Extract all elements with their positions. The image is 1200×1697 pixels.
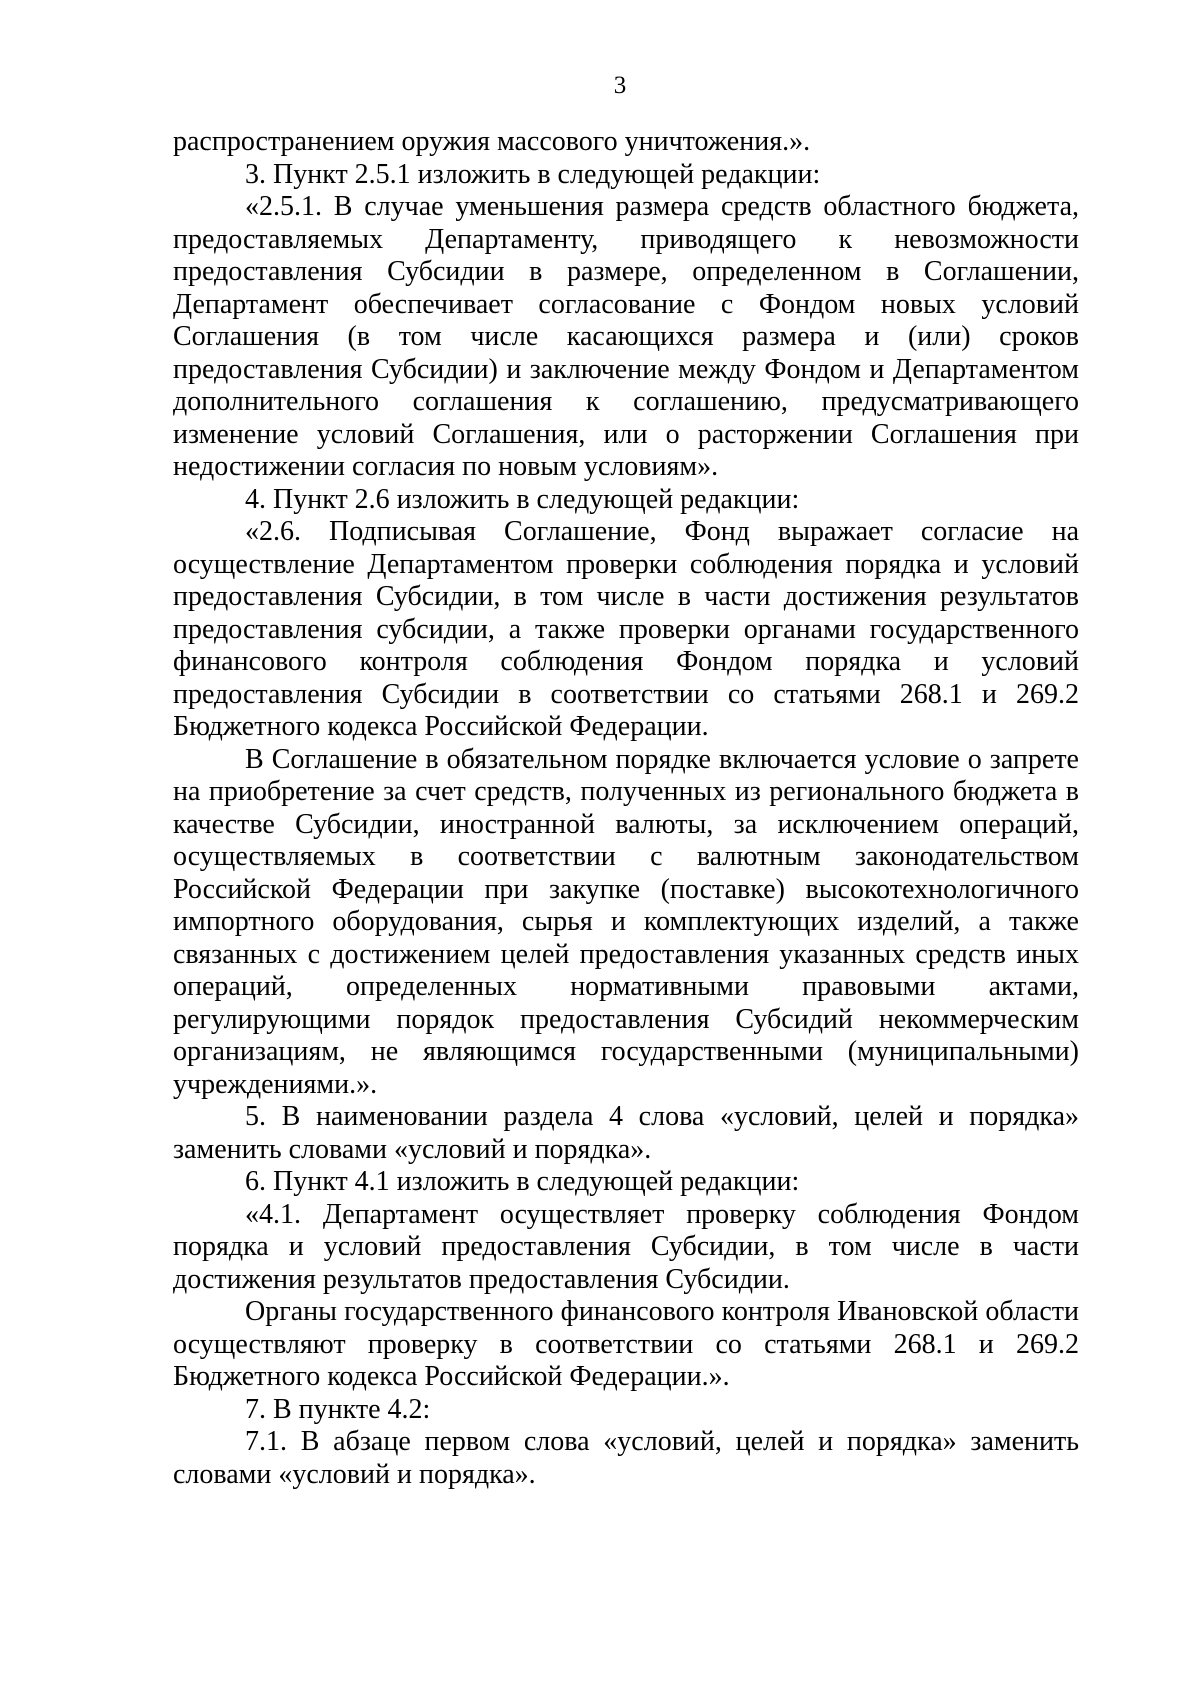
paragraph-item-5: 5. В наименовании раздела 4 слова «условий, целей и порядка» заменить словами «условий и порядка». bbox=[173, 1101, 1079, 1165]
page-number: 3 bbox=[613, 72, 627, 99]
paragraph-item-4: 4. Пункт 2.6 изложить в следующей редакции: bbox=[245, 483, 800, 515]
paragraph-item-6: 6. Пункт 4.1 изложить в следующей редакции: bbox=[245, 1166, 800, 1197]
paragraph-4-1-text: «4.1. Департамент осуществляет проверку соблюдения Фондом порядка и условий предоставления Субсидии, в том числе в части достижения результатов предоставления Субсидии. bbox=[173, 1198, 1079, 1295]
document-body bbox=[173, 126, 1079, 1491]
paragraph-item-3: 3. Пункт 2.5.1 изложить в следующей редакции: bbox=[245, 158, 821, 190]
paragraph-2-5-1-text: «2.5.1. В случае уменьшения размера средств областного бюджета, предоставляемых Департаменту, приводящего к невозможности предоставления Субсидии в размере, определенном в Соглашении, Департамент обеспечивает согласование с Фондом новых условий Соглашения (в том числе касающихся размера и (или) сроков предоставления Субсидии) и заключение между Фондом и Департаментом дополнительного соглашения к соглашению, предусматривающего изменение условий Соглашения, или о расторжении Соглашения при недостижении согласия по новым условиям». bbox=[173, 191, 1079, 482]
paragraph-currency-prohibition: В Соглашение в обязательном порядке включается условие о запрете на приобретение за счет средств, полученных из регионального бюджета в качестве Субсидии, иностранной валюты, за исключением операций, осуществляемых в соответствии с валютным законодательством Российской Федерации при закупке (поставке) высокотехнологичного импортного оборудования, сырья и комплектующих изделий, а также связанных с достижением целей предоставления указанных средств иных операций, определенных нормативными правовыми актами, регулирующими порядок предоставления Субсидий некоммерческим организациям, не являющимся государственными (муниципальными) учреждениями.». bbox=[173, 743, 1079, 1100]
paragraph-item-7: 7. В пункте 4.2: bbox=[245, 1393, 431, 1425]
paragraph-financial-control: Органы государственного финансового контроля Ивановской области осуществляют проверку в соответствии со статьями 268.1 и 269.2 Бюджетного кодекса Российской Федерации.». bbox=[173, 1296, 1079, 1392]
paragraph-item-7-1: 7.1. В абзаце первом слова «условий, целей и порядка» заменить словами «условий и порядка». bbox=[173, 1426, 1079, 1490]
paragraph-continuation: распространением оружия массового уничтожения.». bbox=[173, 126, 811, 157]
paragraph-2-6-text: «2.6. Подписывая Соглашение, Фонд выражает согласие на осуществление Департаментом проверки соблюдения порядка и условий предоставления Субсидии, в том числе в части достижения результатов предоставления субсидии, а также проверки органами государственного финансового контроля соблюдения Фондом порядка и условий предоставления Субсидии в соответствии со статьями 268.1 и 269.2 Бюджетного кодекса Российской Федерации. bbox=[173, 516, 1079, 742]
